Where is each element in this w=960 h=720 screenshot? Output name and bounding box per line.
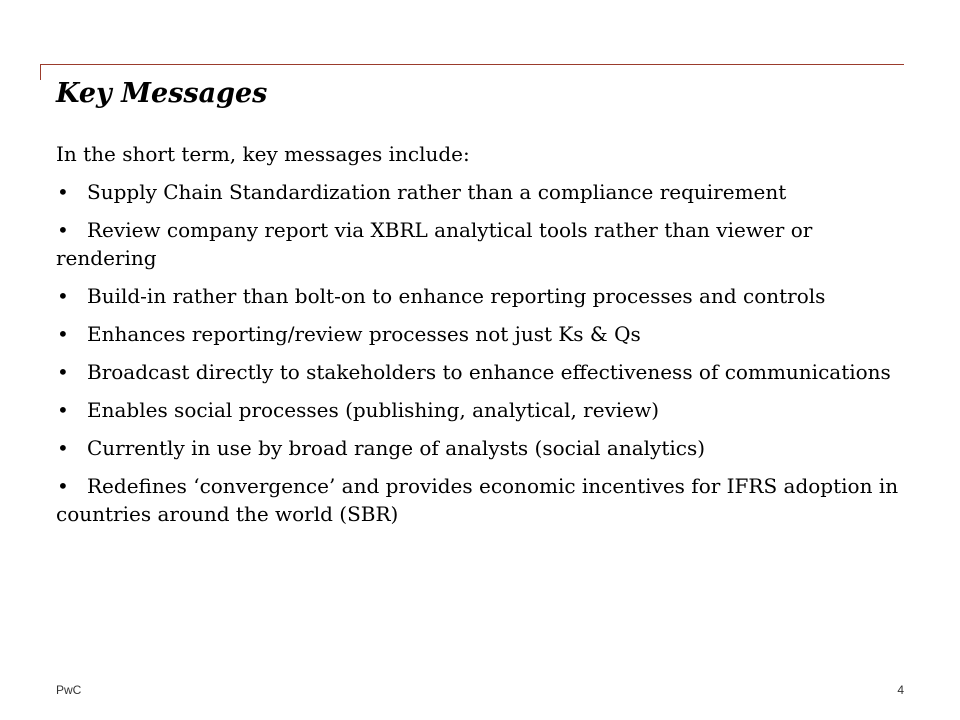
- bullet-icon: •: [57, 284, 69, 308]
- list-item: [56, 396, 906, 424]
- bullet-icon: •: [57, 322, 69, 346]
- bullet-text: Enhances reporting/review processes not just Ks & Qs: [87, 322, 641, 346]
- header-rule-tick: [40, 64, 41, 80]
- bullet-icon: •: [57, 398, 69, 422]
- page-number: 4: [897, 683, 904, 697]
- bullet-icon: •: [57, 218, 69, 242]
- list-item: [56, 178, 906, 206]
- list-item: [56, 358, 906, 386]
- bullet-icon: •: [57, 360, 69, 384]
- bullet-icon: •: [57, 474, 69, 498]
- bullet-text: Currently in use by broad range of analysts (social analytics): [87, 436, 706, 460]
- list-item: [56, 320, 906, 348]
- bullet-text: Build-in rather than bolt-on to enhance reporting processes and controls: [87, 284, 826, 308]
- bullet-icon: •: [57, 180, 69, 204]
- intro-text: In the short term, key messages include:: [56, 142, 470, 166]
- key-messages-list: [56, 178, 906, 528]
- footer-brand: PwC: [56, 683, 82, 697]
- slide-body: [56, 140, 906, 538]
- list-item: [56, 282, 906, 310]
- list-item: [56, 472, 906, 528]
- list-item: [56, 216, 906, 272]
- slide-title: Key Messages: [56, 78, 268, 109]
- bullet-text: Enables social processes (publishing, analytical, review): [87, 398, 660, 422]
- bullet-text: Broadcast directly to stakeholders to enhance effectiveness of communications: [87, 360, 891, 384]
- list-item: [56, 434, 906, 462]
- bullet-icon: •: [57, 436, 69, 460]
- bullet-text: Supply Chain Standardization rather than a compliance requirement: [87, 180, 787, 204]
- bullet-text: Review company report via XBRL analytical tools rather than viewer or rendering: [56, 218, 813, 270]
- header-rule: [40, 64, 904, 65]
- bullet-text: Redefines ‘convergence’ and provides economic incentives for IFRS adoption in countries around the world (SBR): [56, 474, 899, 526]
